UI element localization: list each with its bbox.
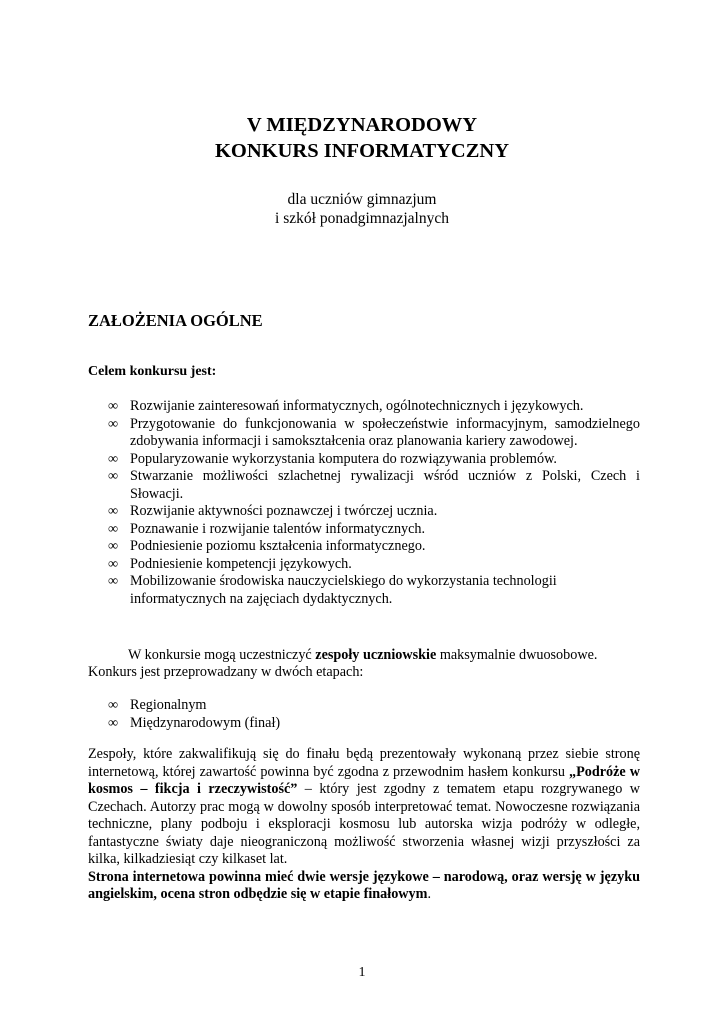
infinity-bullet-icon: ∞ (108, 468, 119, 484)
infinity-bullet-icon: ∞ (108, 450, 119, 467)
infinity-bullet-icon: ∞ (108, 503, 119, 519)
infinity-bullet-icon: ∞ (108, 398, 119, 414)
list-item: ∞ Rozwijanie aktywności poznawczej i twórczej ucznia. (108, 503, 438, 519)
list-item: ∞ Stwarzanie możliwości szlachetnej rywalizacji wśród uczniów z Polski, Czech i Słowacji. (108, 468, 640, 502)
contest-motto: „Podróże w kosmos – fikcja i rzeczywistość” (88, 763, 640, 797)
infinity-bullet-icon: ∞ (108, 714, 119, 731)
infinity-bullet-icon: ∞ (108, 538, 119, 554)
list-item: ∞ Poznawanie i rozwijanie talentów informatycznych. (108, 520, 426, 537)
subtitle-line-1: dla uczniów gimnazjum (287, 191, 437, 208)
infinity-bullet-icon: ∞ (108, 415, 119, 432)
infinity-bullet-icon: ∞ (108, 555, 119, 572)
page-number: 1 (358, 965, 366, 980)
infinity-bullet-icon: ∞ (108, 520, 119, 537)
teams-emphasis: zespoły uczniowskie (315, 647, 437, 663)
list-item: ∞ Podniesienie poziomu kształcenia informatycznego. (108, 538, 426, 554)
final-description-paragraph: Zespoły, które zakwalifikują się do finału będą prezentowały wykonaną przez siebie stronę internetową, której zawartość powinna być zgodna z przewodnim hasłem konkursu „Podróże w kosmos – fikcja i rzeczywistość” – który jest zgodny z tematem etapu rozgrywanego w Czechach. Autorzy prac mogą w dowolny sposób interpretować temat. Nowoczesne rozwiązania techniczne, plany podboju i eksploracji kosmosu lub autorska wizja podróży w odległe, fantastyczne światy daje nieograniczoną możliwość stworzenia własnej wizji przyszłości za kilka, kilkadziesiąt czy kilkaset lat. Strona internetowa powinna mieć dwie wersje językowe – narodową, oraz wersję w języku angielskim, ocena stron odbędzie się w etapie finałowym. (88, 746, 640, 902)
list-item: ∞ Międzynarodowym (finał) (108, 714, 281, 731)
stages-list (108, 697, 280, 732)
participation-paragraph: W konkursie mogą uczestniczyć zespoły uczniowskie maksymalnie dwuosobowe. (128, 647, 598, 663)
list-item: ∞ Rozwijanie zainteresowań informatycznych, ogólnotechnicznych i językowych. (108, 398, 584, 414)
list-item: ∞ Popularyzowanie wykorzystania komputera do rozwiązywania problemów. (108, 450, 557, 467)
infinity-bullet-icon: ∞ (108, 573, 119, 589)
title-line-1: V MIĘDZYNARODOWY (246, 114, 478, 136)
infinity-bullet-icon: ∞ (108, 697, 119, 713)
title-line-2: KONKURS INFORMATYCZNY (214, 140, 510, 162)
section-heading: ZAŁOŻENIA OGÓLNE (88, 311, 263, 330)
list-item: ∞ Podniesienie kompetencji językowych. (108, 555, 352, 572)
goals-list (108, 398, 640, 608)
website-requirement: Strona internetowa powinna mieć dwie wersje językowe – narodową, oraz wersję w języku angielskim, ocena stron odbędzie się w etapie finałowym (88, 868, 640, 902)
stages-intro: Konkurs jest przeprowadzany w dwóch etapach: (88, 664, 364, 680)
goals-heading: Celem konkursu jest: (88, 364, 217, 379)
list-item: ∞ Mobilizowanie środowiska nauczycielskiego do wykorzystania technologii informatycznych na zajęciach dydaktycznych. (108, 573, 557, 607)
list-item: ∞ Regionalnym (108, 697, 207, 713)
list-item: ∞ Przygotowanie do funkcjonowania w społeczeństwie informacyjnym, samodzielnego zdobywania informacji i samokształcenia oraz planowania kariery zawodowej. (108, 415, 640, 449)
subtitle-line-2: i szkół ponadgimnazjalnych (275, 210, 449, 227)
